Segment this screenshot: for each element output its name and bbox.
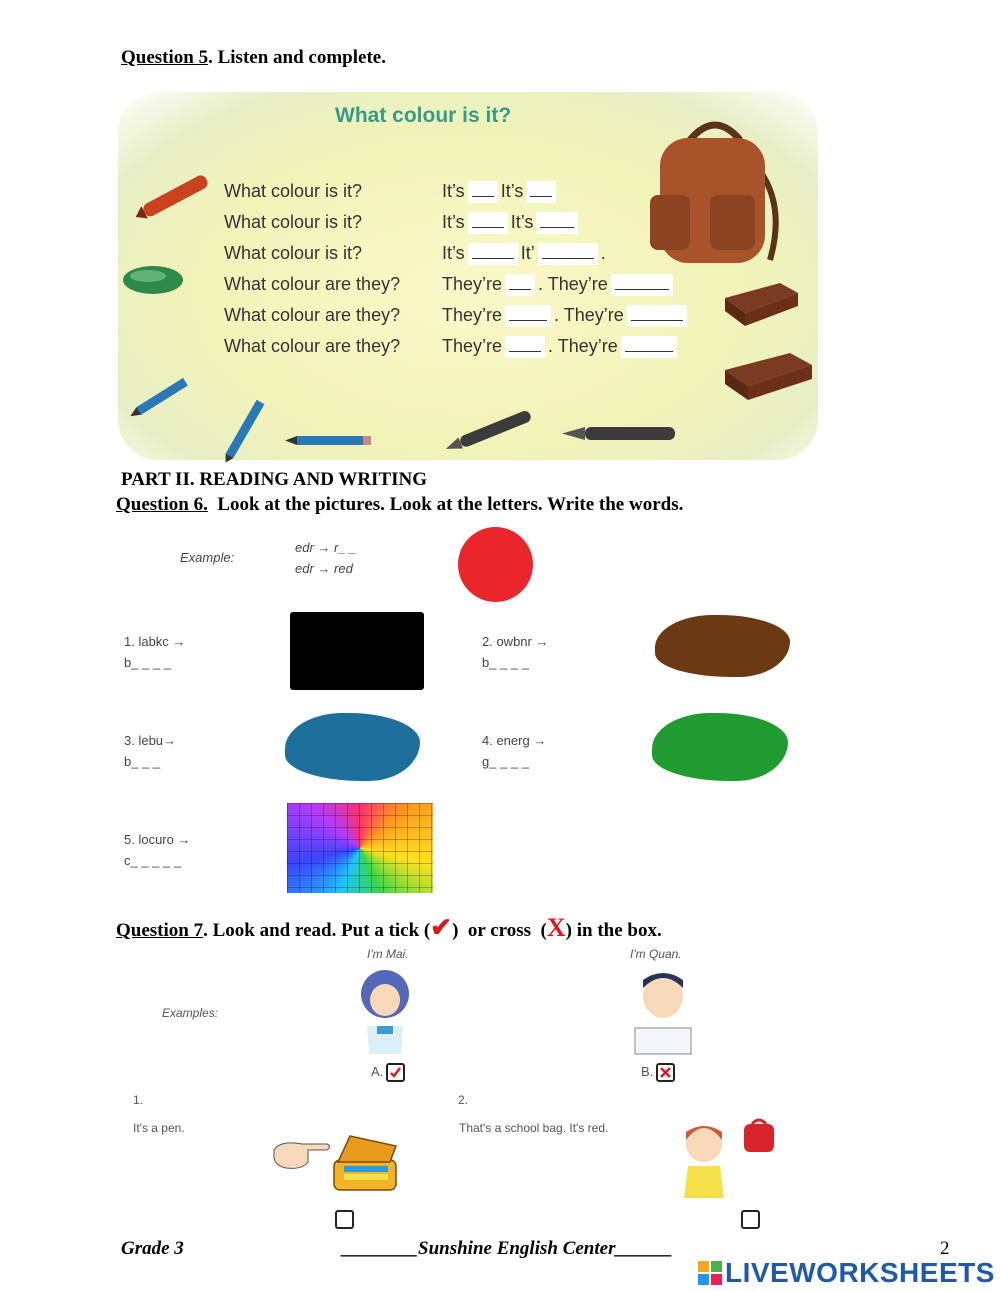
q7-caption-quan: I'm Quan. <box>630 947 682 961</box>
boy-quan-icon <box>625 968 700 1056</box>
q7-example-a <box>371 1063 405 1082</box>
part-2-title: PART II. READING AND WRITING <box>121 469 428 490</box>
checked-tick-icon <box>388 1065 403 1080</box>
q7-heading-text-a: . Look and read. Put a tick ( <box>203 920 431 941</box>
answer-blank[interactable] <box>468 181 498 203</box>
q5-heading-text: . Listen and complete. <box>208 47 386 68</box>
q6-example-line-2: edr → red <box>295 561 353 576</box>
q5-answer-5a: They’re <box>442 305 503 325</box>
liveworksheets-brand: LIVEWORKSHEETS <box>725 1257 995 1288</box>
q7-item-2-num: 2. <box>458 1093 469 1107</box>
example-a-tick-box <box>386 1063 405 1082</box>
blue-pencil-2-icon <box>215 390 275 470</box>
answer-blank[interactable] <box>468 212 508 234</box>
green-eraser-icon <box>118 258 188 303</box>
q7-heading-num: Question 7 <box>116 920 204 941</box>
q5-answer-row-5 <box>442 305 690 327</box>
cross-icon: X <box>546 913 566 942</box>
girl-with-red-bag-icon <box>676 1118 786 1200</box>
q5-answer-6b: . They’re <box>548 336 618 356</box>
q5-answer-1b: It’s <box>500 181 524 201</box>
q6-item-4-word: 4. energ → <box>482 733 547 748</box>
q5-picture-title: What colour is it? <box>335 104 512 127</box>
colourful-cubes-image <box>287 803 433 893</box>
footer-center-name: Sunshine English Center <box>418 1238 616 1259</box>
q5-answer-row-2 <box>442 212 581 234</box>
q5-answer-5b: . They’re <box>554 305 624 325</box>
answer-blank[interactable] <box>611 274 673 296</box>
q5-heading-num: Question 5 <box>121 47 209 68</box>
black-rectangle <box>290 612 424 690</box>
answer-box-1[interactable] <box>335 1210 354 1229</box>
checked-cross-icon <box>658 1065 673 1080</box>
q5-question-3: What colour is it? <box>224 243 363 263</box>
q5-answer-4a: They’re <box>442 274 503 294</box>
q7-item-2-text: That's a school bag. It's red. <box>459 1121 609 1135</box>
answer-blank[interactable] <box>536 212 578 234</box>
q5-answer-row-4 <box>442 274 676 296</box>
q5-answer-2b: It’s <box>510 212 534 232</box>
example-b-cross-box <box>656 1063 675 1082</box>
q7-example-a-label: A. <box>371 1063 384 1079</box>
page-number: 2 <box>940 1238 950 1259</box>
q7-item-1-text: It's a pen. <box>133 1121 185 1135</box>
q7-heading-text-b: ) or cross ( <box>452 920 547 941</box>
pointing-hand-pencil-case-icon <box>272 1132 402 1194</box>
q6-example-line-1: edr → r_ _ <box>295 540 357 555</box>
q7-caption-mai: I'm Mai. <box>367 947 409 961</box>
answer-blank[interactable] <box>526 181 556 203</box>
q7-example-b-label: B. <box>641 1063 654 1079</box>
answer-blank[interactable] <box>505 305 551 327</box>
q6-example-lines <box>295 537 356 579</box>
q5-answer-2a: It’s <box>442 212 465 232</box>
q5-question-4: What colour are they? <box>224 274 401 294</box>
answer-blank[interactable] <box>505 336 545 358</box>
pencil-case-icon <box>720 278 800 328</box>
q6-item-5 <box>124 829 190 871</box>
q5-answer-row-1 <box>442 181 559 203</box>
q5-question-1: What colour is it? <box>224 181 363 201</box>
black-pen-2-icon <box>560 418 680 448</box>
red-circle <box>458 527 533 602</box>
q5-answer-3c: . <box>600 243 606 263</box>
q6-item-3-word: 3. lebu→ <box>124 733 177 748</box>
q6-item-5-word: 5. locuro → <box>124 832 191 847</box>
q6-heading <box>116 494 683 516</box>
q6-item-4-answer[interactable]: g_ _ _ _ <box>482 754 529 769</box>
footer-center <box>342 1238 672 1260</box>
school-bag-icon <box>640 110 790 270</box>
q5-answer-1a: It’s <box>442 181 465 201</box>
answer-blank[interactable] <box>627 305 687 327</box>
q5-question-5: What colour are they? <box>224 305 401 325</box>
q6-item-1-answer[interactable]: b_ _ _ _ <box>124 655 171 670</box>
q6-item-2-answer[interactable]: b_ _ _ _ <box>482 655 529 670</box>
q7-example-b <box>641 1063 675 1082</box>
blue-pencil-icon <box>125 370 200 425</box>
answer-blank[interactable] <box>468 243 518 265</box>
answer-box-2[interactable] <box>741 1210 760 1229</box>
q5-answer-6a: They’re <box>442 336 503 356</box>
answer-blank[interactable] <box>538 243 598 265</box>
q7-item-1-num: 1. <box>133 1093 144 1107</box>
q6-heading-num: Question 6. <box>116 494 208 515</box>
blue-pencil-3-icon <box>285 428 375 453</box>
q7-heading-text-c: ) in the box. <box>565 920 662 941</box>
q5-answer-3a: It’s <box>442 243 465 263</box>
answer-blank[interactable] <box>621 336 677 358</box>
brown-scribble <box>655 615 790 677</box>
footer-center-prefix: ________ <box>342 1238 418 1259</box>
liveworksheets-logo-icon <box>698 1261 722 1285</box>
q6-item-5-answer[interactable]: c_ _ _ _ _ <box>124 853 182 868</box>
q6-item-2-word: 2. owbnr → <box>482 634 549 649</box>
black-pen-icon <box>440 405 540 455</box>
footer-center-suffix: ______ <box>615 1238 673 1259</box>
q5-answer-row-6 <box>442 336 680 358</box>
red-pen-icon <box>130 165 220 225</box>
q6-item-3-answer[interactable]: b_ _ _ <box>124 754 161 769</box>
q6-item-1-word: 1. labkc → <box>124 634 186 649</box>
liveworksheets-logo[interactable] <box>698 1257 995 1289</box>
q6-heading-text: Look at the pictures. Look at the letters. Write the words. <box>207 494 684 515</box>
footer-grade: Grade 3 <box>121 1238 184 1259</box>
girl-mai-icon <box>355 968 415 1056</box>
q5-question-6: What colour are they? <box>224 336 401 356</box>
q5-answer-3b: It’ <box>520 243 535 263</box>
q5-answer-4b: . They’re <box>538 274 608 294</box>
pencil-case-2-icon <box>720 348 815 403</box>
q6-example-label: Example: <box>180 550 235 565</box>
q6-item-3 <box>124 730 176 772</box>
blue-scribble <box>285 713 420 781</box>
q7-examples-label: Examples: <box>162 1006 219 1020</box>
q5-question-2: What colour is it? <box>224 212 363 232</box>
tick-icon: ✔ <box>430 913 453 942</box>
green-scribble <box>652 713 788 781</box>
q5-answer-row-3 <box>442 243 606 265</box>
q7-heading <box>116 913 662 943</box>
q6-item-2 <box>482 631 548 673</box>
answer-blank[interactable] <box>505 274 535 296</box>
q6-item-1 <box>124 631 185 673</box>
q5-heading <box>121 47 386 69</box>
q6-item-4 <box>482 730 546 772</box>
